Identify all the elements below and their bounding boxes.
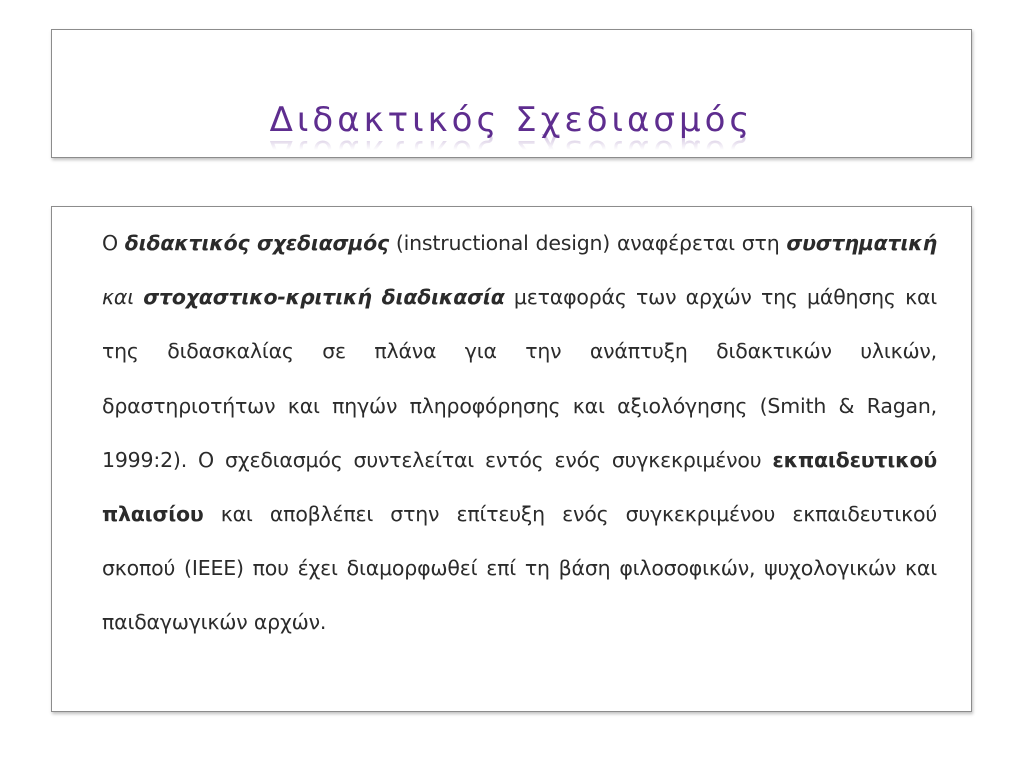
- term-systematic: συστηματική: [786, 231, 937, 255]
- slide-title: Διδακτικός Σχεδιασμός: [269, 100, 754, 140]
- text-run-italic: και: [102, 285, 144, 310]
- text-run: (instructional design) αναφέρεται στη: [388, 231, 787, 255]
- text-run: Ο: [102, 231, 125, 255]
- term-instructional-design: διδακτικός σχεδιασμός: [124, 231, 389, 255]
- term-educational-context: εκπαιδευτικού πλαισίου: [102, 447, 937, 527]
- body-paragraph: [102, 216, 937, 650]
- title-wrapper: [52, 100, 971, 140]
- title-placeholder: [51, 29, 972, 158]
- term-reflective-process: στοχαστικο-κριτική διαδικασία: [143, 285, 505, 310]
- content-placeholder: [51, 206, 972, 712]
- text-run: και αποβλέπει στην επίτευξη ενός συγκεκριμένου εκπαιδευτικού σκοπού (IEEE) που έχει διαμορφωθεί επί τη βάση φιλοσοφικών, ψυχολογικών και παιδαγωγικών αρχών.: [102, 502, 937, 635]
- text-run: μεταφοράς των αρχών της μάθησης και της διδασκαλίας σε πλάνα για την ανάπτυξη διδακτικών υλικών, δραστηριοτήτων και πηγών πληροφόρησης και αξιολόγησης (Smith & Ragan, 1999:2). Ο σχεδιασμός συντελείται εντός ενός συγκεκριμένου: [102, 285, 938, 472]
